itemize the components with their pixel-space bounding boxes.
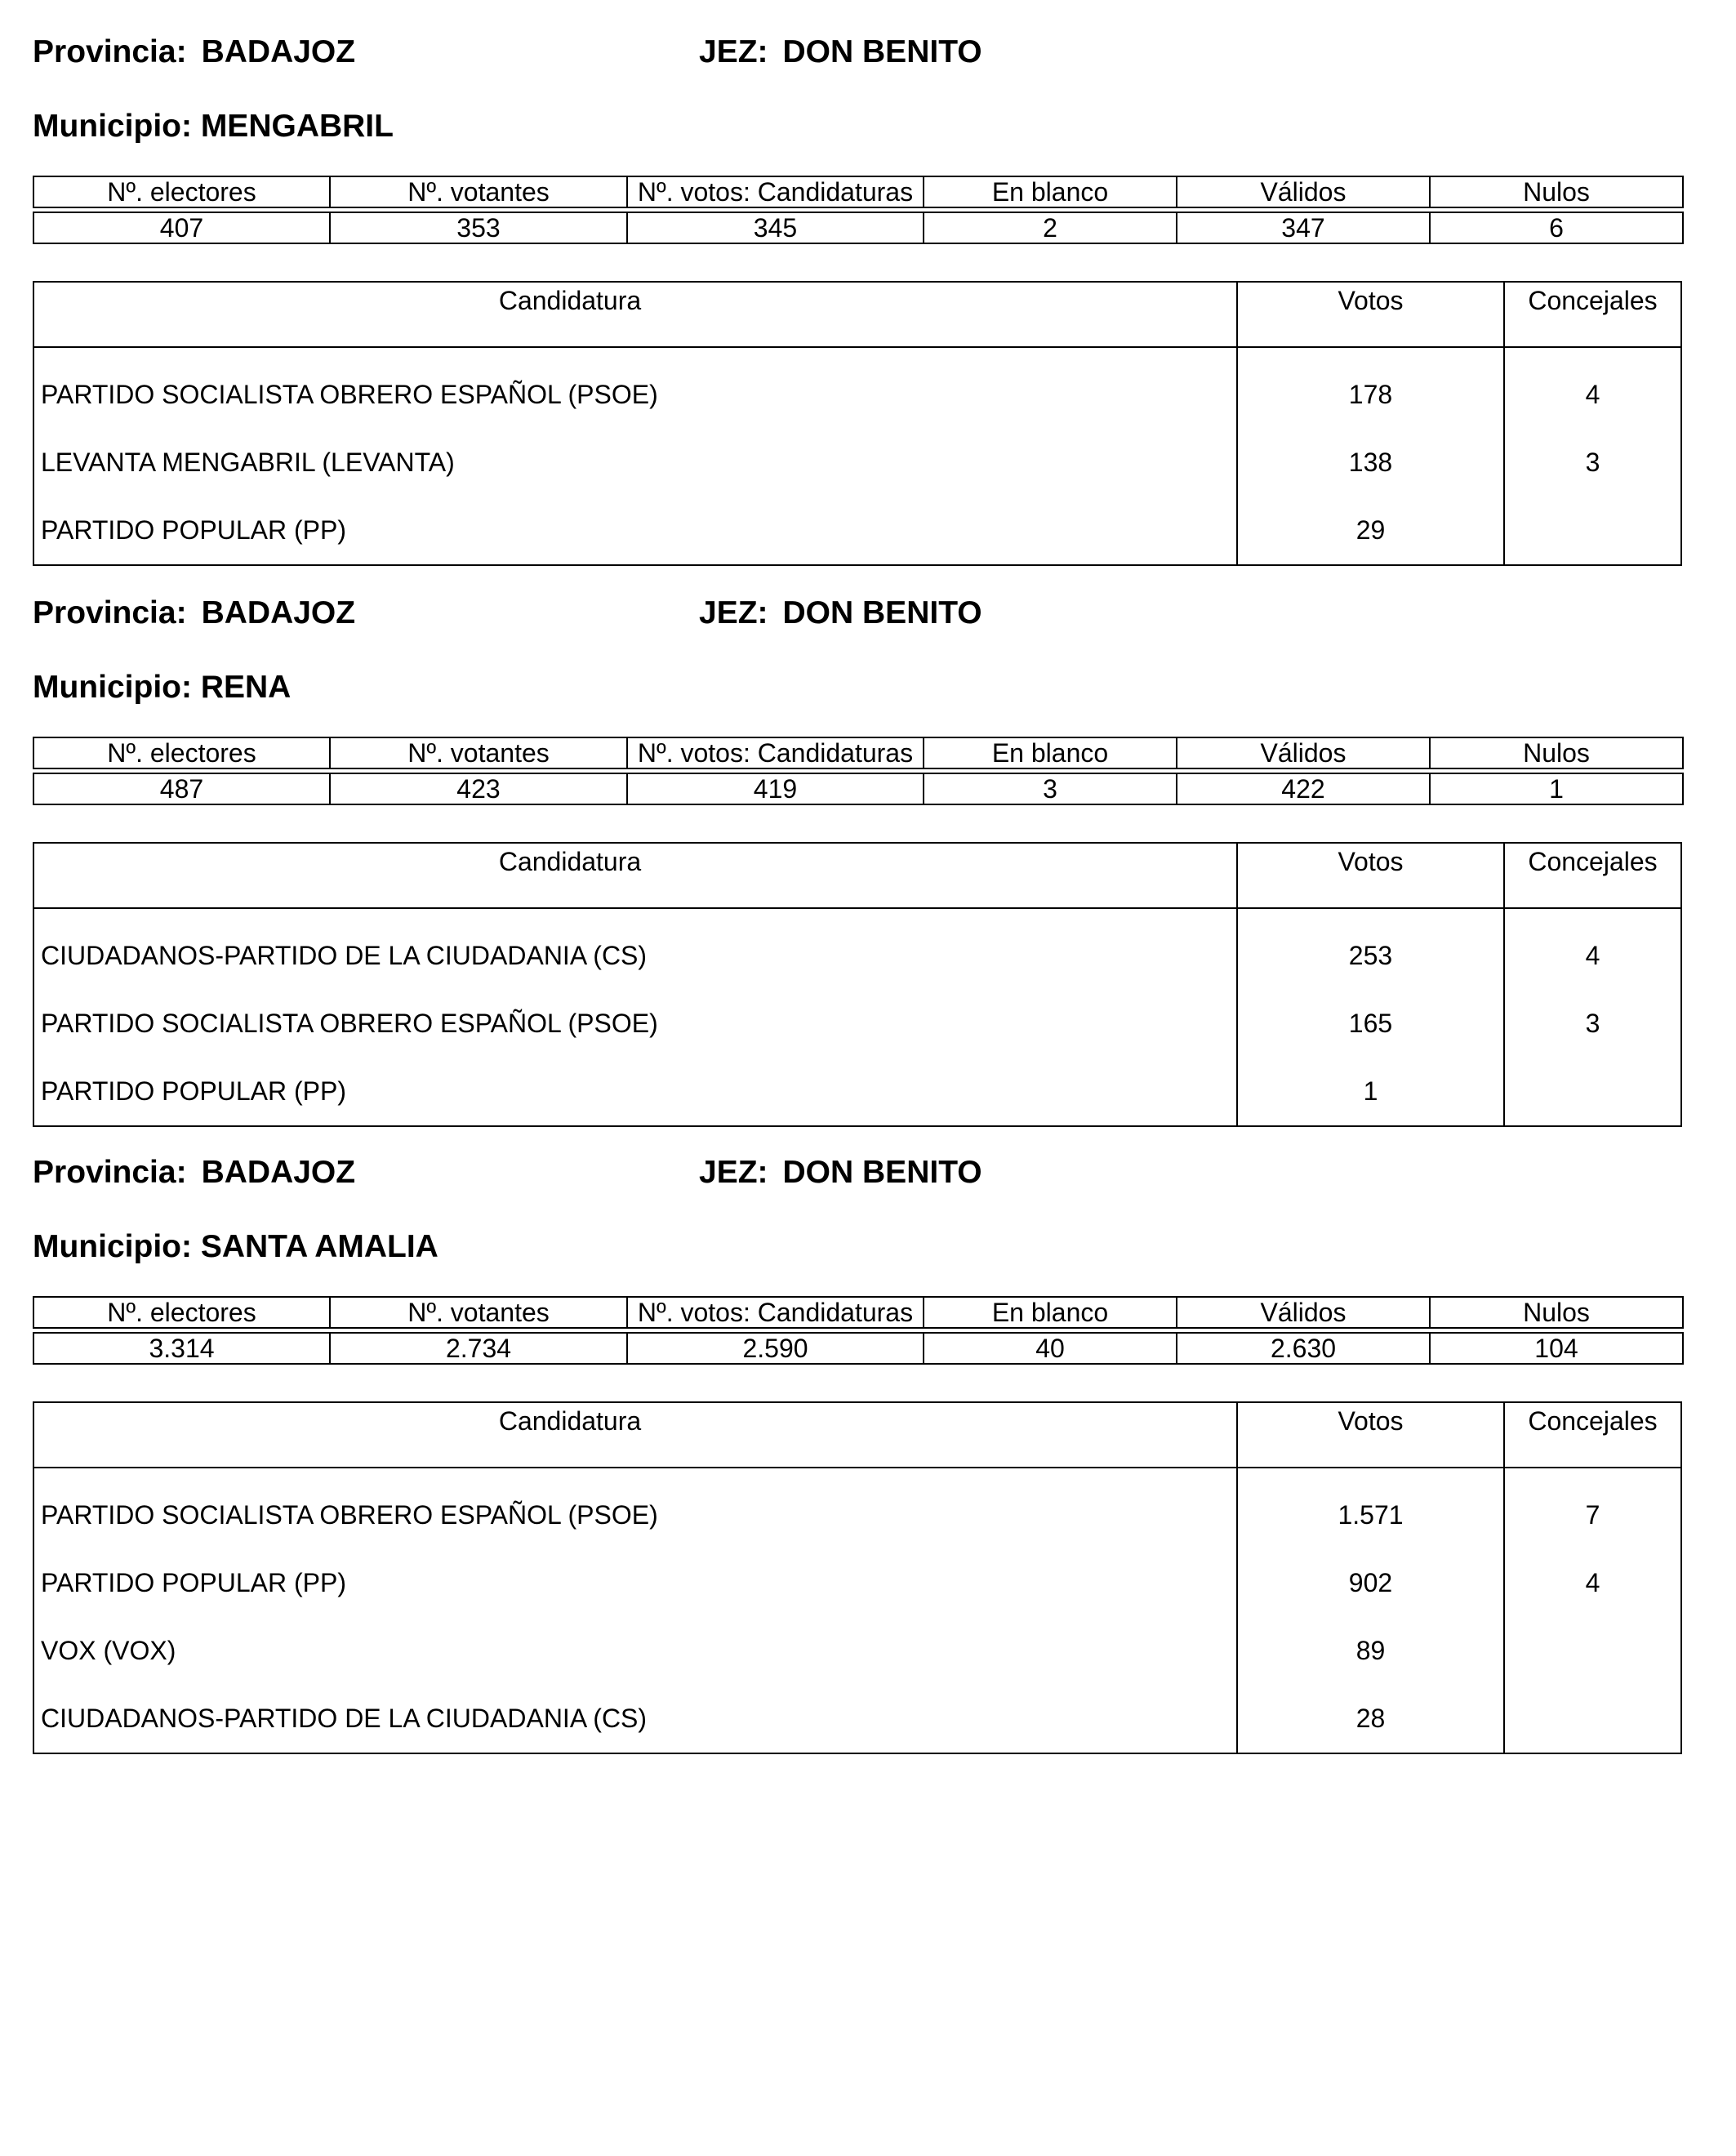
municipio-heading <box>33 1231 438 1263</box>
municipio-label: Municipio: <box>33 109 192 144</box>
stats-header-row <box>33 737 1683 768</box>
jez-heading <box>699 36 982 68</box>
party-name: CIUDADANOS-PARTIDO DE LA CIUDADANIA (CS) <box>34 922 1238 990</box>
candidaturas-header-row <box>34 1403 1680 1468</box>
value-votos-candidaturas: 2.590 <box>627 1333 924 1364</box>
stats-header-row <box>33 1297 1683 1328</box>
value-votantes: 2.734 <box>330 1333 627 1364</box>
header-votos: Votos <box>1238 844 1505 907</box>
party-row <box>34 429 1680 497</box>
header-votantes: Nº. votantes <box>330 176 627 207</box>
value-validos: 2.630 <box>1177 1333 1430 1364</box>
party-row <box>34 1617 1680 1685</box>
header-candidatura: Candidatura <box>34 1403 1238 1467</box>
value-votantes: 423 <box>330 773 627 804</box>
value-votos-candidaturas: 345 <box>627 212 924 243</box>
party-name: VOX (VOX) <box>34 1617 1238 1685</box>
header-concejales: Concejales <box>1528 286 1658 315</box>
party-name: PARTIDO SOCIALISTA OBRERO ESPAÑOL (PSOE) <box>34 990 1238 1058</box>
party-name: PARTIDO SOCIALISTA OBRERO ESPAÑOL (PSOE) <box>34 361 1238 429</box>
value-votantes: 353 <box>330 212 627 243</box>
header-votos-candidaturas: Nº. votos: Candidaturas <box>627 176 924 207</box>
party-concejales <box>1505 1685 1680 1753</box>
header-nulos: Nulos <box>1430 1297 1683 1328</box>
header-votos: Votos <box>1238 283 1505 346</box>
header-validos: Válidos <box>1177 176 1430 207</box>
party-concejales: 7 <box>1585 1500 1600 1530</box>
candidaturas-table <box>33 842 1682 1127</box>
header-en-blanco: En blanco <box>924 1297 1177 1328</box>
party-row <box>34 1685 1680 1753</box>
value-validos: 422 <box>1177 773 1430 804</box>
party-votos: 29 <box>1238 497 1505 564</box>
jez-value: DON BENITO <box>782 34 982 69</box>
jez-value: DON BENITO <box>782 595 982 630</box>
header-candidatura: Candidatura <box>34 283 1238 346</box>
party-row <box>34 922 1680 990</box>
value-electores: 407 <box>33 212 330 243</box>
header-concejales: Concejales <box>1528 1406 1658 1436</box>
header-en-blanco: En blanco <box>924 176 1177 207</box>
jez-label: JEZ: <box>699 1155 768 1190</box>
stats-table <box>33 176 1684 244</box>
jez-heading <box>699 597 982 629</box>
value-nulos: 6 <box>1430 212 1683 243</box>
municipio-label: Municipio: <box>33 1229 192 1264</box>
party-concejales <box>1505 497 1680 564</box>
header-concejales: Concejales <box>1528 847 1658 876</box>
header-nulos: Nulos <box>1430 176 1683 207</box>
header-validos: Válidos <box>1177 737 1430 768</box>
party-concejales <box>1505 1058 1680 1125</box>
stats-value-row <box>33 1333 1683 1364</box>
party-concejales: 4 <box>1585 941 1600 970</box>
provincia-value: BADAJOZ <box>201 595 356 630</box>
provincia-heading <box>33 1156 355 1188</box>
municipio-value: MENGABRIL <box>200 109 394 144</box>
stats-value-row <box>33 773 1683 804</box>
stats-table <box>33 737 1684 805</box>
party-name: PARTIDO POPULAR (PP) <box>34 1549 1238 1617</box>
header-candidatura: Candidatura <box>34 844 1238 907</box>
provincia-label: Provincia: <box>33 34 187 69</box>
jez-label: JEZ: <box>699 34 768 69</box>
jez-label: JEZ: <box>699 595 768 630</box>
municipio-label: Municipio: <box>33 670 192 705</box>
party-votos: 89 <box>1238 1617 1505 1685</box>
party-concejales <box>1505 1617 1680 1685</box>
value-validos: 347 <box>1177 212 1430 243</box>
party-concejales: 4 <box>1585 380 1600 409</box>
party-row <box>34 1549 1680 1617</box>
party-votos: 28 <box>1238 1685 1505 1753</box>
party-name: PARTIDO POPULAR (PP) <box>34 1058 1238 1125</box>
party-row <box>34 990 1680 1058</box>
party-votos: 178 <box>1238 361 1505 429</box>
stats-table <box>33 1296 1684 1365</box>
jez-value: DON BENITO <box>782 1155 982 1190</box>
party-votos: 165 <box>1238 990 1505 1058</box>
party-name: PARTIDO SOCIALISTA OBRERO ESPAÑOL (PSOE) <box>34 1481 1238 1549</box>
provincia-label: Provincia: <box>33 1155 187 1190</box>
header-votos: Votos <box>1238 1403 1505 1467</box>
party-row <box>34 1481 1680 1549</box>
header-votantes: Nº. votantes <box>330 737 627 768</box>
value-electores: 3.314 <box>33 1333 330 1364</box>
party-name: CIUDADANOS-PARTIDO DE LA CIUDADANIA (CS) <box>34 1685 1238 1753</box>
jez-heading <box>699 1156 982 1188</box>
value-electores: 487 <box>33 773 330 804</box>
party-votos: 902 <box>1238 1549 1505 1617</box>
candidaturas-table <box>33 1401 1682 1754</box>
party-row <box>34 497 1680 564</box>
municipio-heading <box>33 110 394 142</box>
candidaturas-header-row <box>34 844 1680 909</box>
value-votos-candidaturas: 419 <box>627 773 924 804</box>
party-votos: 253 <box>1238 922 1505 990</box>
header-votantes: Nº. votantes <box>330 1297 627 1328</box>
header-electores: Nº. electores <box>33 1297 330 1328</box>
provincia-label: Provincia: <box>33 595 187 630</box>
header-electores: Nº. electores <box>33 176 330 207</box>
value-en-blanco: 40 <box>924 1333 1177 1364</box>
candidaturas-header-row <box>34 283 1680 348</box>
header-validos: Válidos <box>1177 1297 1430 1328</box>
party-name: PARTIDO POPULAR (PP) <box>34 497 1238 564</box>
value-en-blanco: 3 <box>924 773 1177 804</box>
value-nulos: 104 <box>1430 1333 1683 1364</box>
party-row <box>34 361 1680 429</box>
party-concejales: 3 <box>1585 448 1600 477</box>
party-row <box>34 1058 1680 1125</box>
header-nulos: Nulos <box>1430 737 1683 768</box>
party-concejales: 3 <box>1585 1009 1600 1038</box>
municipio-value: SANTA AMALIA <box>200 1229 438 1264</box>
candidaturas-table <box>33 281 1682 566</box>
provincia-heading <box>33 36 355 68</box>
municipio-value: RENA <box>200 670 292 705</box>
provincia-value: BADAJOZ <box>201 34 356 69</box>
party-votos: 138 <box>1238 429 1505 497</box>
party-name: LEVANTA MENGABRIL (LEVANTA) <box>34 429 1238 497</box>
value-nulos: 1 <box>1430 773 1683 804</box>
municipio-heading <box>33 671 291 703</box>
value-en-blanco: 2 <box>924 212 1177 243</box>
provincia-value: BADAJOZ <box>201 1155 356 1190</box>
stats-value-row <box>33 212 1683 243</box>
party-votos: 1.571 <box>1238 1481 1505 1549</box>
header-votos-candidaturas: Nº. votos: Candidaturas <box>627 1297 924 1328</box>
stats-header-row <box>33 176 1683 207</box>
party-votos: 1 <box>1238 1058 1505 1125</box>
header-en-blanco: En blanco <box>924 737 1177 768</box>
party-concejales: 4 <box>1585 1568 1600 1597</box>
header-electores: Nº. electores <box>33 737 330 768</box>
provincia-heading <box>33 597 355 629</box>
header-votos-candidaturas: Nº. votos: Candidaturas <box>627 737 924 768</box>
